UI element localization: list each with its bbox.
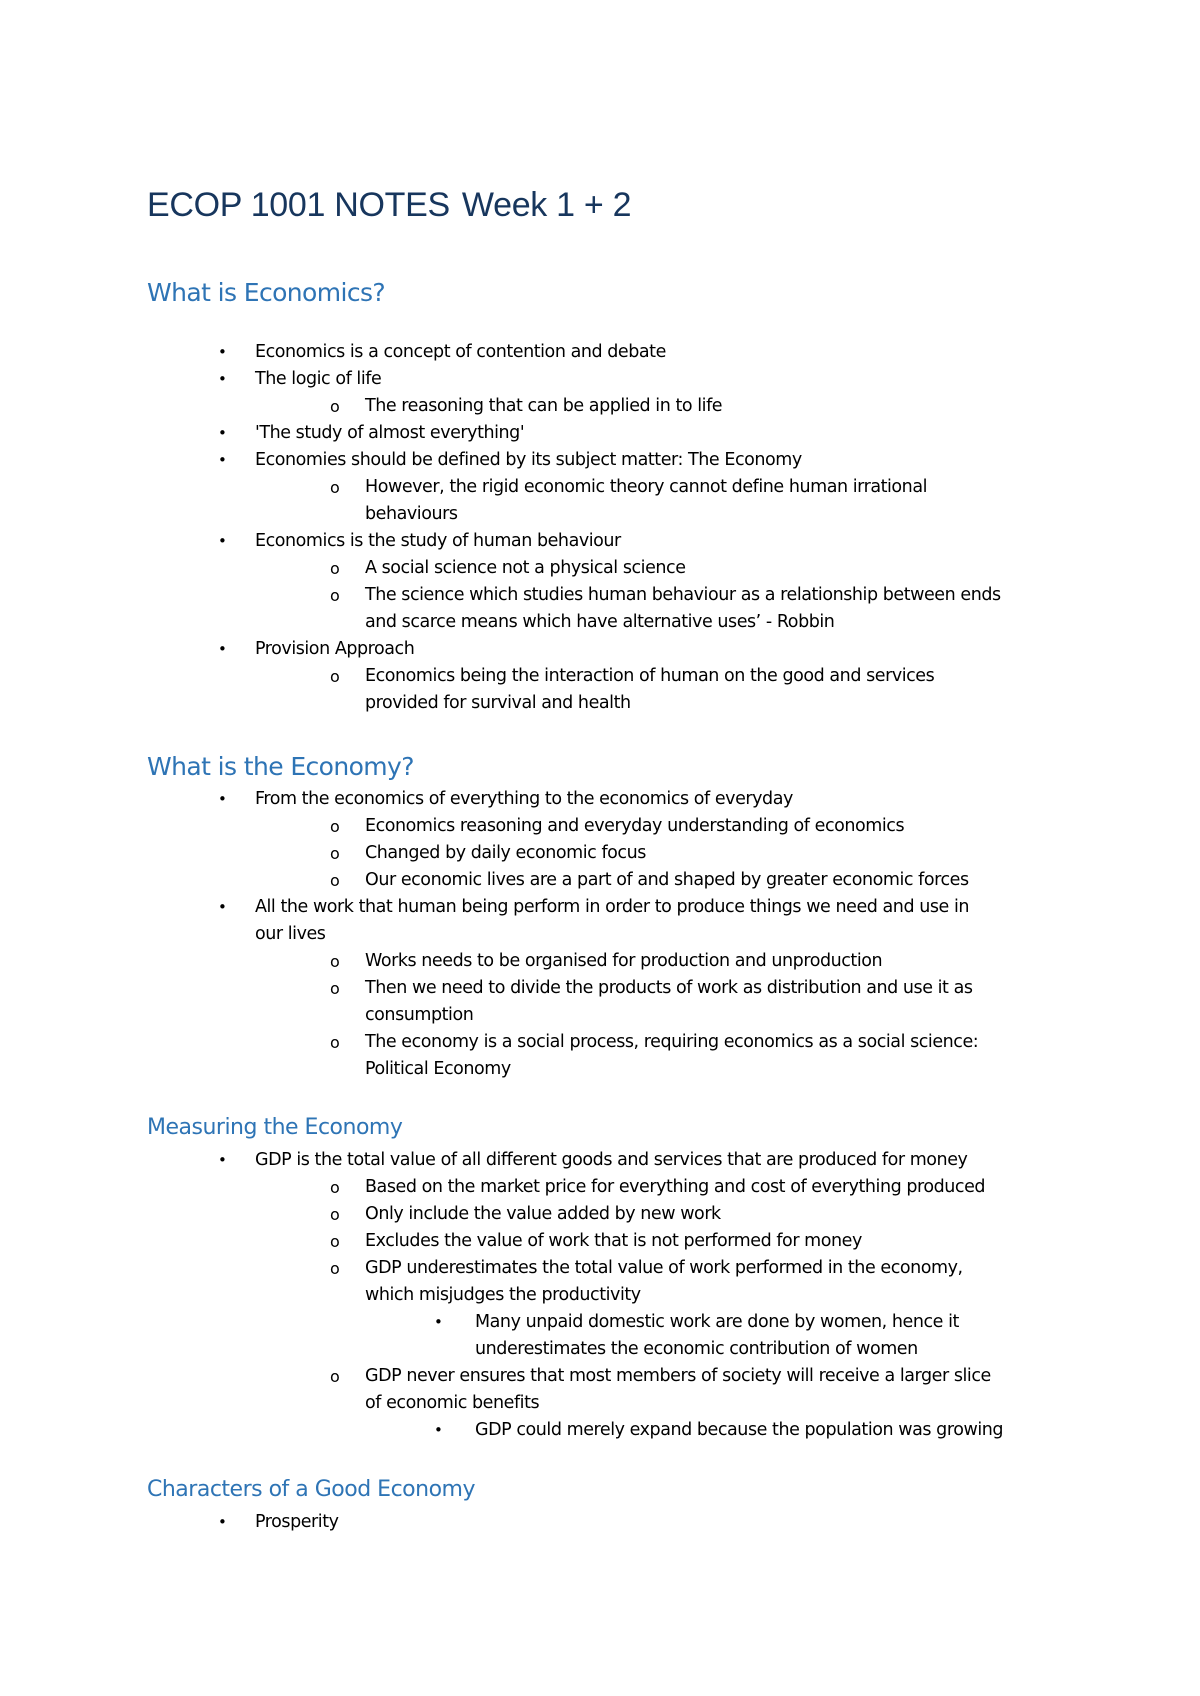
bullet-marker: • bbox=[218, 424, 227, 442]
title-week: Week 1 + 2 bbox=[461, 186, 632, 224]
bullet-marker: • bbox=[218, 532, 227, 550]
heading-measuring-the-economy: Measuring the Economy bbox=[147, 1115, 403, 1140]
list-item: Then we need to divide the products of work as distribution and use it as bbox=[365, 978, 973, 998]
bullet-marker: • bbox=[434, 1421, 443, 1439]
heading-what-is-the-economy: What is the Economy? bbox=[147, 752, 414, 781]
list-item: Changed by daily economic focus bbox=[365, 843, 646, 863]
list-item: A social science not a physical science bbox=[365, 558, 686, 578]
bullet-marker: • bbox=[218, 790, 227, 808]
bullet-marker: • bbox=[218, 640, 227, 658]
list-item: 'The study of almost everything' bbox=[255, 423, 525, 443]
sub-bullet-marker: o bbox=[330, 478, 340, 497]
sub-bullet-marker: o bbox=[330, 952, 340, 971]
sub-bullet-marker: o bbox=[330, 1178, 340, 1197]
title-course: ECOP 1001 NOTES bbox=[147, 186, 450, 224]
heading-characters-of-a-good-economy: Characters of a Good Economy bbox=[147, 1477, 475, 1502]
bullet-marker: • bbox=[218, 451, 227, 469]
list-item: GDP could merely expand because the population was growing bbox=[475, 1420, 1004, 1440]
list-item: Economics is a concept of contention and debate bbox=[255, 342, 666, 362]
list-item: Economics being the interaction of human on the good and services bbox=[365, 666, 935, 686]
list-item: Provision Approach bbox=[255, 639, 415, 659]
sub-bullet-marker: o bbox=[330, 1033, 340, 1052]
sub-bullet-marker: o bbox=[330, 586, 340, 605]
sub-bullet-marker: o bbox=[330, 1232, 340, 1251]
list-item: Economics reasoning and everyday understanding of economics bbox=[365, 816, 905, 836]
sub-bullet-marker: o bbox=[330, 667, 340, 686]
list-item: Our economic lives are a part of and shaped by greater economic forces bbox=[365, 870, 969, 890]
list-item: GDP never ensures that most members of society will receive a larger slice bbox=[365, 1366, 991, 1386]
list-item-continued: consumption bbox=[365, 1005, 474, 1025]
sub-bullet-marker: o bbox=[330, 397, 340, 416]
list-item: Many unpaid domestic work are done by women, hence it bbox=[475, 1312, 959, 1332]
list-item: However, the rigid economic theory cannot define human irrational bbox=[365, 477, 928, 497]
bullet-marker: • bbox=[218, 343, 227, 361]
bullet-marker: • bbox=[218, 1513, 227, 1531]
sub-bullet-marker: o bbox=[330, 871, 340, 890]
list-item: From the economics of everything to the economics of everyday bbox=[255, 789, 793, 809]
sub-bullet-marker: o bbox=[330, 979, 340, 998]
bullet-marker: • bbox=[218, 898, 227, 916]
list-item-continued: provided for survival and health bbox=[365, 693, 631, 713]
list-item: Excludes the value of work that is not performed for money bbox=[365, 1231, 862, 1251]
list-item: Based on the market price for everything and cost of everything produced bbox=[365, 1177, 986, 1197]
list-item-continued: Political Economy bbox=[365, 1059, 511, 1079]
sub-bullet-marker: o bbox=[330, 1259, 340, 1278]
document-title bbox=[147, 186, 631, 225]
list-item-continued: underestimates the economic contribution of women bbox=[475, 1339, 918, 1359]
list-item-continued: of economic benefits bbox=[365, 1393, 540, 1413]
list-item-continued: which misjudges the productivity bbox=[365, 1285, 641, 1305]
list-item: Works needs to be organised for production and unproduction bbox=[365, 951, 883, 971]
bullet-marker: • bbox=[218, 1151, 227, 1169]
list-item: Economics is the study of human behaviour bbox=[255, 531, 621, 551]
sub-bullet-marker: o bbox=[330, 844, 340, 863]
list-item: GDP underestimates the total value of work performed in the economy, bbox=[365, 1258, 963, 1278]
list-item: The logic of life bbox=[255, 369, 382, 389]
list-item-continued: behaviours bbox=[365, 504, 458, 524]
sub-bullet-marker: o bbox=[330, 817, 340, 836]
list-item-continued: our lives bbox=[255, 924, 326, 944]
bullet-marker: • bbox=[218, 370, 227, 388]
list-item: GDP is the total value of all different goods and services that are produced for money bbox=[255, 1150, 968, 1170]
list-item: Economies should be defined by its subject matter: The Economy bbox=[255, 450, 802, 470]
list-item: The science which studies human behaviour as a relationship between ends bbox=[365, 585, 1001, 605]
list-item: The economy is a social process, requiring economics as a social science: bbox=[365, 1032, 979, 1052]
sub-bullet-marker: o bbox=[330, 1367, 340, 1386]
list-item: The reasoning that can be applied in to life bbox=[365, 396, 723, 416]
bullet-marker: • bbox=[434, 1313, 443, 1331]
sub-bullet-marker: o bbox=[330, 559, 340, 578]
list-item: Prosperity bbox=[255, 1512, 339, 1532]
list-item-continued: and scarce means which have alternative uses’ - Robbin bbox=[365, 612, 835, 632]
list-item: Only include the value added by new work bbox=[365, 1204, 721, 1224]
sub-bullet-marker: o bbox=[330, 1205, 340, 1224]
heading-what-is-economics: What is Economics? bbox=[147, 278, 386, 307]
list-item: All the work that human being perform in order to produce things we need and use in bbox=[255, 897, 970, 917]
